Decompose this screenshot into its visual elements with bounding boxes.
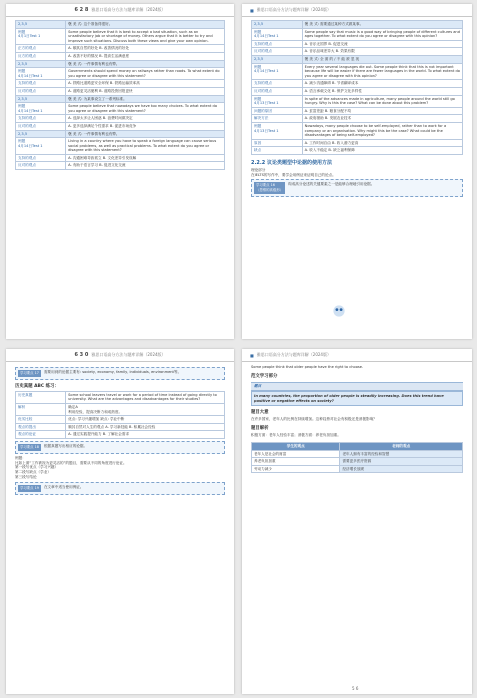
- table-header-row: [252, 442, 463, 450]
- table-row: [16, 28, 225, 45]
- page-2: [242, 4, 472, 339]
- header-mark: ■: [250, 352, 254, 358]
- table-row: [16, 115, 225, 123]
- page-header: [242, 4, 472, 17]
- header-title: 雅思口语高分方法与题库详解（2024版）: [256, 7, 331, 12]
- table-row: [252, 21, 463, 29]
- table-cell: 劳动力减少: [252, 465, 340, 473]
- table-row: [16, 80, 225, 88]
- table-row: [16, 431, 225, 439]
- table-row: [252, 87, 463, 95]
- table-row: [252, 28, 463, 40]
- subheading-analysis: 题目解析: [251, 426, 269, 432]
- table-title: 历史真题 ABC 练习：: [15, 383, 59, 389]
- header-title: 雅思口语高分方法与题库详解（2024版）: [91, 352, 166, 357]
- row-label: 反对的观点: [252, 87, 303, 95]
- header-page-number: 6 2 8: [74, 7, 89, 13]
- intro-text: Some people think that older people have the right to choose.: [251, 365, 364, 369]
- row-value: A. 减少沟通障碍 B. 节省翻译成本: [302, 80, 462, 88]
- table-row: [252, 115, 463, 123]
- page-1: [6, 4, 234, 339]
- row-label: 正方的观点: [16, 45, 66, 53]
- row-label: 问题的原因: [252, 107, 303, 115]
- row-value: A. 道路更灵活便利 B. 道路投资回报更快: [66, 87, 225, 95]
- row-label: 观点的论证: [16, 431, 66, 439]
- row-label: 例题 4月14日Test 1: [16, 138, 66, 155]
- table-row: [16, 416, 225, 424]
- note-text: 根据真题写出相应的论据。: [43, 443, 88, 448]
- row-value: A. 收入不稳定 B. 缺乏福利保障: [302, 147, 462, 155]
- study-point-note-3: [15, 482, 225, 495]
- row-label: 反对的观点: [16, 122, 66, 130]
- row-label: 反对的观点: [16, 162, 66, 170]
- meaning-text: 在许多国家，老年人的比例在持续增加。这种趋势对社会有积极还是消极影响？: [251, 417, 377, 422]
- row-value: Nowadays, many people choose to be self-employed, rather than to work for a company or an organisation. Why might this be the case? What could be the disadvantages of being self-employed?: [302, 122, 462, 139]
- row-value: Some school leavers travel or work for a period of time instead of going directly to university. What are the advantages and disadvantages for their studies?: [66, 391, 225, 403]
- row-value: A. 铁路比道路更安全环保 B. 铁路运输效率高: [66, 80, 225, 88]
- table-row: [16, 87, 225, 95]
- section-title: 范文学习部分: [251, 373, 278, 379]
- content-table: [251, 20, 463, 155]
- row-label: 历史真题: [16, 391, 66, 403]
- table-row: [16, 391, 225, 403]
- row-label: 2,3,5: [16, 130, 66, 138]
- table-row: [16, 162, 225, 170]
- note-text: 构成高分论述的关键要素之一是能够合理地引用论据。: [288, 182, 375, 187]
- analysis-text: 积极方面：老年人经验丰富；消极方面：养老负担加重。: [251, 433, 341, 438]
- row-label: 反对的观点: [16, 87, 66, 95]
- row-value: 褒 美 式: 为某事设立了一系列标准。: [66, 95, 225, 103]
- row-value: A. 有助于语言学习 B. 促进文化交流: [66, 162, 225, 170]
- table-row: [16, 68, 225, 80]
- row-label: 例题 4月13日Test 1: [252, 95, 303, 107]
- table-row: [16, 60, 225, 68]
- row-label: 支持的观点: [16, 80, 66, 88]
- row-value: 褒 美 式: 一件事情有利也有弊。: [66, 60, 225, 68]
- example-text: 比如上面“工作被视为更灵活的”的题目，需要从不同的角度进行论证。: [15, 460, 127, 465]
- note-tag: 学习要点 18: [20, 444, 39, 449]
- header-mark: ■: [250, 7, 254, 13]
- table-row: [16, 103, 225, 115]
- row-label: 例题 4月14日Test 1: [16, 68, 66, 80]
- table-row: [252, 147, 463, 155]
- row-value: A. 选择太多让人困惑 B. 浪费时间做决定: [66, 115, 225, 123]
- table-cell: 老年人是社会的财富: [252, 450, 340, 458]
- row-label: 2,3,5: [16, 21, 66, 29]
- row-label: 解决方法: [252, 115, 303, 123]
- note-text: 在文章中适当使用例证。: [43, 484, 84, 489]
- row-value: Governments should spend money on railways rather than roads. To what extent do you agree or disagree with this statement?: [66, 68, 225, 80]
- example-label: 例题：: [15, 455, 26, 460]
- row-value: A. 更多选择满足个性需求 B. 促进市场竞争: [66, 122, 225, 130]
- row-label: 缺点: [252, 147, 303, 155]
- page-header: [6, 349, 234, 362]
- table-cell: 老年人拥有丰富的经验和智慧: [340, 450, 463, 458]
- table-row: [16, 45, 225, 53]
- page-header: [6, 4, 234, 17]
- table-cell: 养老负担加重: [252, 458, 340, 466]
- page-number: 5 6: [352, 686, 359, 691]
- row-value: Living in a country where you have to speak a foreign language can cause serious social problems, as well as practical problems. To what extent do you agree or disagree with this statement?: [66, 138, 225, 155]
- row-label: 2,3,5: [16, 60, 66, 68]
- row-value: A. 音乐无国界 B. 促进交流: [302, 40, 462, 48]
- page-4: [242, 349, 472, 694]
- row-value: A. 工作时间自由 B. 收入潜力更高: [302, 139, 462, 147]
- table-row: [252, 450, 463, 458]
- page-3: [6, 349, 234, 694]
- row-value: A. 政府援助 B. 发展农业技术: [302, 115, 462, 123]
- column-header: 老师的观点: [340, 442, 463, 450]
- row-label: 2,3,5: [252, 21, 303, 29]
- content-table: [15, 20, 225, 170]
- row-label: 2,3,5: [16, 95, 66, 103]
- table-row: [16, 21, 225, 29]
- row-label: 支持的观点: [252, 80, 303, 88]
- note-tag: 学习要点 16 （思维的高级形）: [256, 183, 284, 193]
- table-row: [252, 63, 463, 80]
- table-cell: 需要更多医疗资源: [340, 458, 463, 466]
- table-row: [16, 154, 225, 162]
- note-tag: 学习要点 19: [20, 485, 39, 490]
- owl-icon: [332, 304, 346, 318]
- topic-bar: 题目: [251, 382, 463, 391]
- row-label: 优劣比较: [16, 416, 66, 424]
- row-label: 解析: [16, 403, 66, 415]
- table-row: [16, 423, 225, 431]
- header-page-number: 6 3 0: [74, 352, 89, 358]
- row-label: 反方的观点: [16, 52, 66, 60]
- row-value: Some people believe that nowadays we have too many choices. To what extent do you agree or disagree with this statement?: [66, 103, 225, 115]
- example-item: 第二段写缺点（学业）: [15, 470, 51, 475]
- table-row: [252, 122, 463, 139]
- header-title: 雅思口语高分方法与题库详解（2024版）: [91, 7, 166, 12]
- row-value: A. 改善不好的情况 B. 提高生活满意度: [66, 52, 225, 60]
- comparison-table: [251, 442, 463, 473]
- note-text: 需要用到的论据主要有: society, economy, family, individuals, environment等。: [43, 370, 182, 374]
- row-value: 褒 美 式: 这个准备得很好。: [66, 21, 225, 29]
- table-row: [252, 95, 463, 107]
- row-label: 例题 4月1日Test 1: [16, 28, 66, 45]
- study-point-note-2: [15, 441, 225, 454]
- table-row: [16, 403, 225, 415]
- row-label: 观点的提出: [16, 423, 66, 431]
- row-value: 确定A 利用经验，提高决断力和成熟度。: [66, 403, 225, 415]
- row-label: 支持的观点: [16, 154, 66, 162]
- table-row: [252, 48, 463, 56]
- table-row: [252, 40, 463, 48]
- column-header: 学生的观点: [252, 442, 340, 450]
- section-title: 2.2.2 议论类题型中论据的使用方法: [251, 159, 332, 166]
- example-item: 第一段写优点（学习兴趣）: [15, 465, 59, 470]
- row-value: 优点: 学习兴趣增加 缺点: 学业中断: [66, 416, 225, 424]
- row-label: 支持的观点: [16, 115, 66, 123]
- row-value: A. 顺其自然的好处 B. 改善情况的好处: [66, 45, 225, 53]
- row-value: A. 沟通困难导致孤立 B. 文化差异引发误解: [66, 154, 225, 162]
- table-row: [16, 122, 225, 130]
- row-value: Some people believe that it is best to accept a bad situation, such as an unsatisfactory job or shortage of money. Others argue that it is better to try and improve such situations. Discuss both these views and give your own opinion.: [66, 28, 225, 45]
- row-value: In spite of the advances made in agriculture, many people around the world still go hungry. Why is this the case? What can be done about this problem?: [302, 95, 462, 107]
- row-value: 褒 美 式: 一件事情有利也有弊。: [66, 130, 225, 138]
- row-value: Every year several languages die out. Some people think that this is not important because life will be easier if there are fewer languages in the world. To what extent do you agree or disagree with this opinion?: [302, 63, 462, 80]
- table-row: [16, 138, 225, 155]
- row-label: 例题 4月14日Test 1: [252, 28, 303, 40]
- study-point-note: [251, 179, 463, 197]
- row-value: 顺其自然对人生的观点 A. 学习新技能 B. 积累社会经验: [66, 423, 225, 431]
- table-row: [252, 465, 463, 473]
- subheading-meaning: 题目大意: [251, 410, 269, 416]
- note-tag: 学习要点 17: [20, 371, 39, 375]
- content-table: [15, 391, 225, 439]
- table-row: [252, 80, 463, 88]
- row-label: 例题 4月14日Test 1: [252, 63, 303, 80]
- table-cell: 经济增长放缓: [340, 465, 463, 473]
- row-label: 2,3,5: [252, 55, 303, 63]
- table-row: [252, 139, 463, 147]
- row-label: 反对的观点: [252, 48, 303, 56]
- table-row: [252, 458, 463, 466]
- row-value: A. 音乐品味差异大 B. 效果有限: [302, 48, 462, 56]
- question-box: In many countries, the proportion of older people is steadily increasing. Does this trend have positive or negative effects on society?: [251, 391, 463, 407]
- row-label: 支持的观点: [252, 40, 303, 48]
- row-value: Some people say that music is a good way of bringing people of different cultures and ages together. To what extent do you agree or disagree with this opinion?: [302, 28, 462, 40]
- table-row: [252, 55, 463, 63]
- row-label: 例题 4月14日Test 1: [16, 103, 66, 115]
- table-row: [252, 107, 463, 115]
- row-label: 例题 4月13日Test 1: [252, 122, 303, 139]
- table-row: [16, 130, 225, 138]
- row-label: 原因: [252, 139, 303, 147]
- page-header: [242, 349, 472, 362]
- row-value: A. 语言承载文化 B. 保护文化多样性: [302, 87, 462, 95]
- table-row: [16, 52, 225, 60]
- table-row: [16, 95, 225, 103]
- section-sub: 理论部分: [251, 167, 266, 172]
- row-value: A. 通过实践提升能力 B. 了解社会需求: [66, 431, 225, 439]
- row-value: 褒 美 式: 需要通过某种方式做某事。: [302, 21, 462, 29]
- section-text: 在IELTS的写作中，要学会用例证来证明自己的论点。: [251, 172, 336, 177]
- row-value: 褒 美 式: 全 面 的 / 不 能 被 忽 视: [302, 55, 462, 63]
- row-value: A. 贫富差距 B. 粮食分配不均: [302, 107, 462, 115]
- header-title: 雅思口语高分方法与题库详解（2024版）: [256, 352, 331, 357]
- example-item: 第三段写结论: [15, 474, 37, 479]
- study-point-note: [15, 367, 225, 380]
